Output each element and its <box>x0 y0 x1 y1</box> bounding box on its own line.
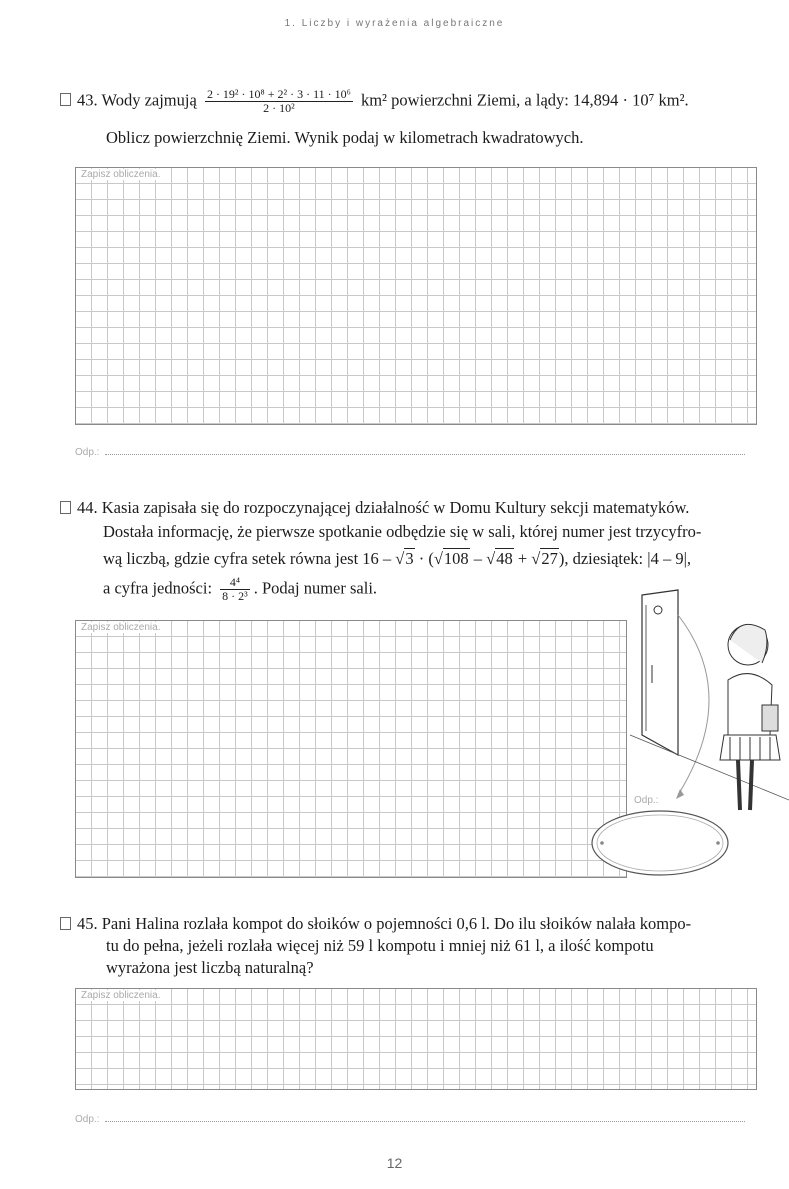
task-44-line-1 <box>60 498 689 518</box>
page-header: 1. Liczby i wyrażenia algebraiczne <box>284 18 505 29</box>
sqrt-48: 48 <box>496 549 513 568</box>
task-44-number: 44. <box>77 498 98 517</box>
task-43-text-cont: km² powierzchni Ziemi, a lądy: 14,894 · 10⁷ km². <box>360 90 689 110</box>
task-43-checkbox[interactable] <box>60 93 71 106</box>
task-43-fraction-denominator: 2 · 10² <box>263 101 295 115</box>
task-44-line-3: wą liczbą, gdzie cyfra setek równa jest 16 – √3 · (√108 – √48 + √27), dziesiątek: |4 – 9|, <box>103 549 691 568</box>
task-44-text-1: Kasia zapisała się do rozpoczynającej działalność w Domu Kultury sekcji matematyków. <box>101 498 690 517</box>
work-grid-45[interactable] <box>75 988 757 1090</box>
task-44-fraction <box>220 576 250 603</box>
task-45-text-1: Pani Halina rozlała kompot do słoików o pojemności 0,6 l. Do ilu słoików nalała kompo- <box>101 914 692 933</box>
task-45-line-2: tu do pełna, jeżeli rozlała więcej niż 59 l kompotu i mniej niż 61 l, a ilość kompotu <box>106 936 654 955</box>
task-45-line-3: wyrażona jest liczbą naturalną? <box>106 958 314 977</box>
girl-door-illustration <box>590 585 789 885</box>
task-44-text-3b: ), dziesiątek: |4 – 9|, <box>558 549 691 568</box>
sqrt-3: 3 <box>405 549 414 568</box>
task-43-number: 43. <box>77 90 98 110</box>
task-45-number: 45. <box>77 914 98 933</box>
task-43-text: Wody zajmują <box>101 90 197 110</box>
sqrt-27: 27 <box>541 549 558 568</box>
task-44-line-2: Dostała informację, że pierwsze spotkanie odbędzie się w sali, której numer jest trzycyfro- <box>103 522 702 541</box>
work-grid-43[interactable] <box>75 167 757 425</box>
task-44-fraction-numerator: 4⁴ <box>220 576 250 590</box>
task-44-text-3a: wą liczbą, gdzie cyfra setek równa jest 16 – <box>103 549 392 568</box>
task-43-line-1 <box>60 88 689 115</box>
sqrt-108: 108 <box>443 549 469 568</box>
answer-label: Odp.: <box>75 447 100 458</box>
answer-label: Odp.: <box>75 1114 100 1125</box>
work-grid-44[interactable] <box>75 620 627 878</box>
task-44-text-4a: a cyfra jedności: <box>103 578 213 598</box>
answer-label-44: Odp.: <box>634 795 659 806</box>
grid-label: Zapisz obliczenia. <box>81 990 161 1001</box>
task-44-text-4b: . Podaj numer sali. <box>253 578 378 598</box>
task-43-fraction-numerator: 2 · 19² · 10⁸ + 2² · 3 · 11 · 10⁶ <box>206 87 351 101</box>
task-44-fraction-denominator: 8 · 2³ <box>222 589 248 603</box>
task-45-checkbox[interactable] <box>60 917 71 930</box>
task-44-line-4 <box>103 576 377 603</box>
grid-label: Zapisz obliczenia. <box>81 169 161 180</box>
answer-line-43[interactable] <box>75 447 745 458</box>
grid-label: Zapisz obliczenia. <box>81 622 161 633</box>
task-45-line-1 <box>60 914 691 934</box>
task-43-line-2: Oblicz powierzchnię Ziemi. Wynik podaj w kilometrach kwadratowych. <box>106 128 584 147</box>
page-number: 12 <box>386 1155 403 1171</box>
answer-line-45[interactable] <box>75 1114 745 1125</box>
task-43-fraction <box>205 88 353 115</box>
task-44-checkbox[interactable] <box>60 501 71 514</box>
